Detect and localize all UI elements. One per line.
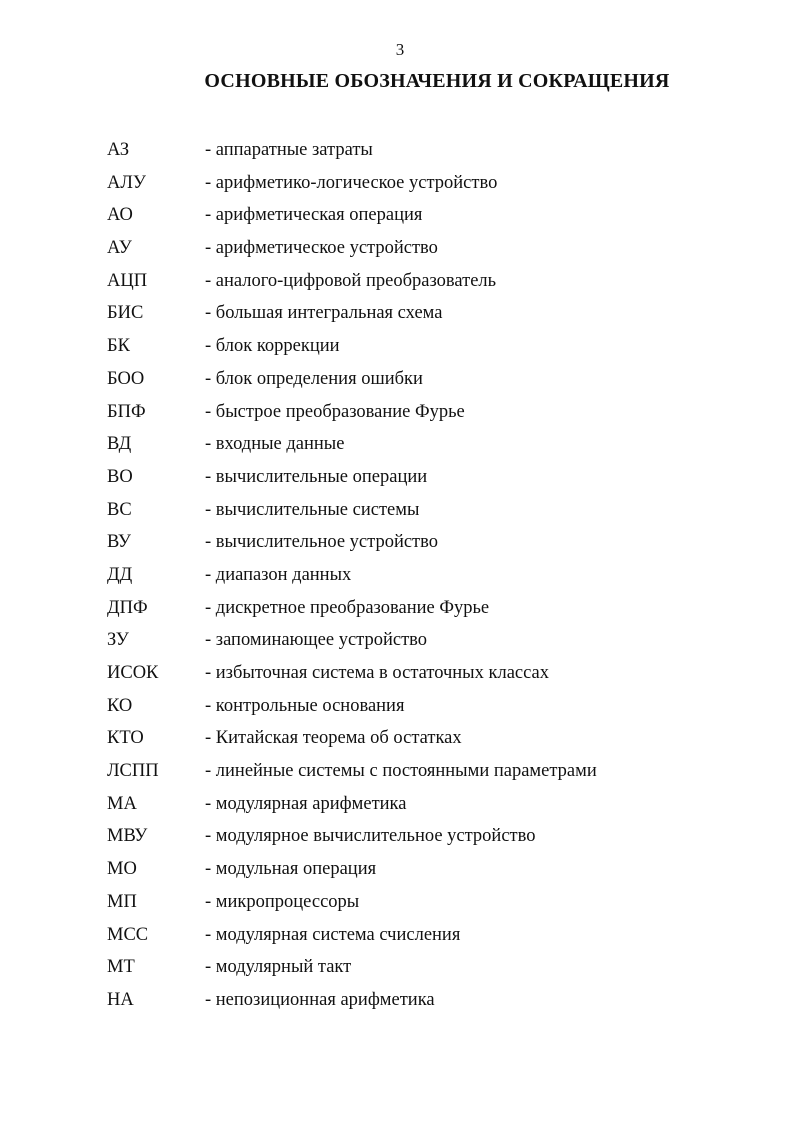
abbreviation-term: АУ	[107, 238, 132, 259]
abbreviation-description: - микропроцессоры	[205, 891, 360, 912]
abbreviation-term: ЗУ	[107, 630, 129, 651]
abbreviation-term: ИСОК	[107, 663, 159, 683]
list-item	[107, 330, 727, 363]
abbreviation-term: ЛСПП	[107, 761, 159, 782]
abbreviation-term: МВУ	[107, 826, 148, 847]
list-item	[107, 657, 727, 690]
abbreviation-term: АЛУ	[107, 172, 147, 193]
abbreviation-description: - модулярная система счисления	[205, 924, 461, 945]
list-item	[107, 690, 727, 723]
abbreviation-term: НА	[107, 989, 134, 1010]
page-title: ОСНОВНЫЕ ОБОЗНАЧЕНИЯ И СОКРАЩЕНИЯ	[204, 70, 670, 92]
page-number: 3	[395, 40, 405, 59]
list-item	[107, 722, 727, 755]
abbreviation-description: - вычислительное устройство	[205, 532, 439, 553]
list-item	[107, 265, 727, 298]
abbreviation-description: - большая интегральная схема	[205, 303, 443, 324]
abbreviation-term: КТО	[107, 728, 144, 749]
abbreviation-description: - арифметическая операция	[205, 205, 423, 226]
abbreviation-term: ДПФ	[107, 597, 148, 618]
list-item	[107, 167, 727, 200]
abbreviation-term: МА	[107, 793, 137, 814]
list-item	[107, 134, 727, 167]
list-item	[107, 396, 727, 429]
abbreviation-description: - модулярное вычислительное устройство	[205, 826, 536, 847]
list-item	[107, 199, 727, 232]
abbreviation-description: - модульная операция	[205, 859, 377, 880]
abbreviation-term: КО	[107, 695, 133, 716]
abbreviation-term: ВД	[107, 434, 132, 455]
list-item	[107, 984, 727, 1017]
abbreviation-description: - блок коррекции	[205, 336, 340, 357]
abbreviation-description: - запоминающее устройство	[205, 630, 428, 651]
abbreviation-description: - Китайская теорема об остатках	[205, 728, 462, 749]
abbreviation-term: АО	[107, 205, 133, 226]
abbreviation-description: - модулярная арифметика	[205, 793, 407, 814]
list-item	[107, 428, 727, 461]
list-item	[107, 232, 727, 265]
list-item	[107, 886, 727, 919]
list-item	[107, 755, 727, 788]
abbreviation-description: - арифметико-логическое устройство	[205, 172, 498, 193]
abbreviation-list	[107, 134, 727, 1017]
list-item	[107, 820, 727, 853]
list-item	[107, 919, 727, 952]
list-item	[107, 494, 727, 527]
abbreviation-term: МО	[107, 859, 137, 880]
list-item	[107, 297, 727, 330]
list-item	[107, 853, 727, 886]
abbreviation-description: - вычислительные операции	[205, 466, 428, 487]
abbreviation-term: МСС	[107, 924, 149, 945]
list-item	[107, 624, 727, 657]
abbreviation-term: ВС	[107, 499, 132, 520]
list-item	[107, 559, 727, 592]
abbreviation-term: БОО	[107, 368, 145, 389]
abbreviation-term: МТ	[107, 957, 135, 978]
abbreviation-description: - модулярный такт	[205, 957, 352, 978]
abbreviation-term: МП	[107, 891, 137, 912]
abbreviation-term: БИС	[107, 303, 144, 324]
abbreviation-description: - вычислительные системы	[205, 499, 420, 520]
list-item	[107, 951, 727, 984]
list-item	[107, 461, 727, 494]
abbreviation-description: - избыточная система в остаточных классах	[205, 663, 550, 683]
abbreviation-description: - линейные системы с постоянными параметрами	[205, 761, 597, 782]
abbreviation-description: - входные данные	[205, 434, 345, 455]
abbreviation-term: ВУ	[107, 532, 131, 553]
abbreviation-term: БПФ	[107, 401, 146, 422]
abbreviation-term: АЦП	[107, 270, 148, 291]
abbreviation-description: - диапазон данных	[205, 564, 352, 585]
abbreviation-description: - контрольные основания	[205, 695, 405, 716]
abbreviation-description: - аналого-цифровой преобразователь	[205, 270, 497, 291]
abbreviation-description: - блок определения ошибки	[205, 368, 423, 389]
abbreviation-description: - аппаратные затраты	[205, 140, 373, 160]
abbreviation-term: ВО	[107, 466, 133, 487]
abbreviation-term: ДД	[107, 564, 133, 585]
list-item	[107, 592, 727, 625]
abbreviation-description: - быстрое преобразование Фурье	[205, 401, 465, 422]
list-item	[107, 788, 727, 821]
abbreviation-description: - дискретное преобразование Фурье	[205, 597, 490, 618]
abbreviation-description: - непозиционная арифметика	[205, 989, 435, 1010]
abbreviation-term: БК	[107, 336, 130, 357]
list-item	[107, 526, 727, 559]
abbreviation-term: АЗ	[107, 140, 130, 160]
list-item	[107, 363, 727, 396]
abbreviation-description: - арифметическое устройство	[205, 238, 438, 259]
